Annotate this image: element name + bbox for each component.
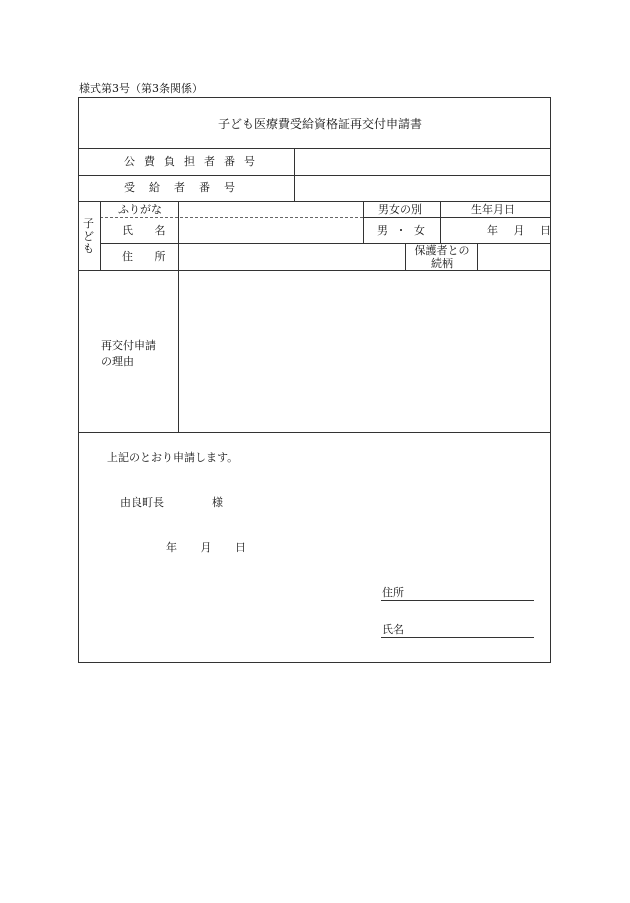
- rule: [440, 201, 441, 243]
- rule: [100, 243, 551, 244]
- gender-options: 男 ・ 女: [377, 224, 425, 237]
- rule: [178, 201, 179, 432]
- relation-label: 保護者との続柄: [414, 244, 470, 270]
- addressee-name: 由良町長: [120, 496, 164, 509]
- birthdate-header: 生年月日: [471, 203, 515, 216]
- reason-label: 再交付申請の理由: [101, 339, 156, 368]
- applicant-address-label: 住所: [382, 586, 404, 599]
- rule: [78, 270, 551, 271]
- rule: [294, 148, 295, 201]
- rule: [477, 243, 478, 270]
- furigana-label: ふりがな: [118, 203, 162, 216]
- rule: [100, 201, 101, 270]
- rule: [78, 175, 551, 176]
- gender-header: 男女の別: [378, 203, 422, 216]
- rule: [78, 432, 551, 433]
- furigana-dashed-rule: [100, 217, 363, 218]
- recipient-number-label: 受給者番号: [124, 181, 249, 194]
- child-address-label: 住 所: [122, 250, 175, 263]
- rule: [363, 201, 364, 243]
- applicant-address-line: [381, 600, 534, 601]
- applicant-name-line: [381, 637, 534, 638]
- child-side-label: 子ども: [83, 217, 94, 256]
- child-name-label: 氏 名: [122, 224, 175, 237]
- date-line: 年 月 日: [166, 541, 246, 554]
- applicant-name-label: 氏名: [382, 623, 404, 636]
- form-title: 子ども医療費受給資格証再交付申請書: [218, 117, 423, 131]
- addressee-honorific: 様: [212, 496, 223, 509]
- rule: [78, 148, 551, 149]
- birthdate-format: 年 月 日: [487, 224, 551, 237]
- public-payer-number-label: 公費負担者番号: [124, 155, 264, 168]
- rule: [405, 243, 406, 270]
- rule: [363, 217, 551, 218]
- rule: [78, 201, 551, 202]
- declaration-text: 上記のとおり申請します。: [107, 451, 239, 464]
- form-number: 様式第3号（第3条関係）: [79, 82, 203, 95]
